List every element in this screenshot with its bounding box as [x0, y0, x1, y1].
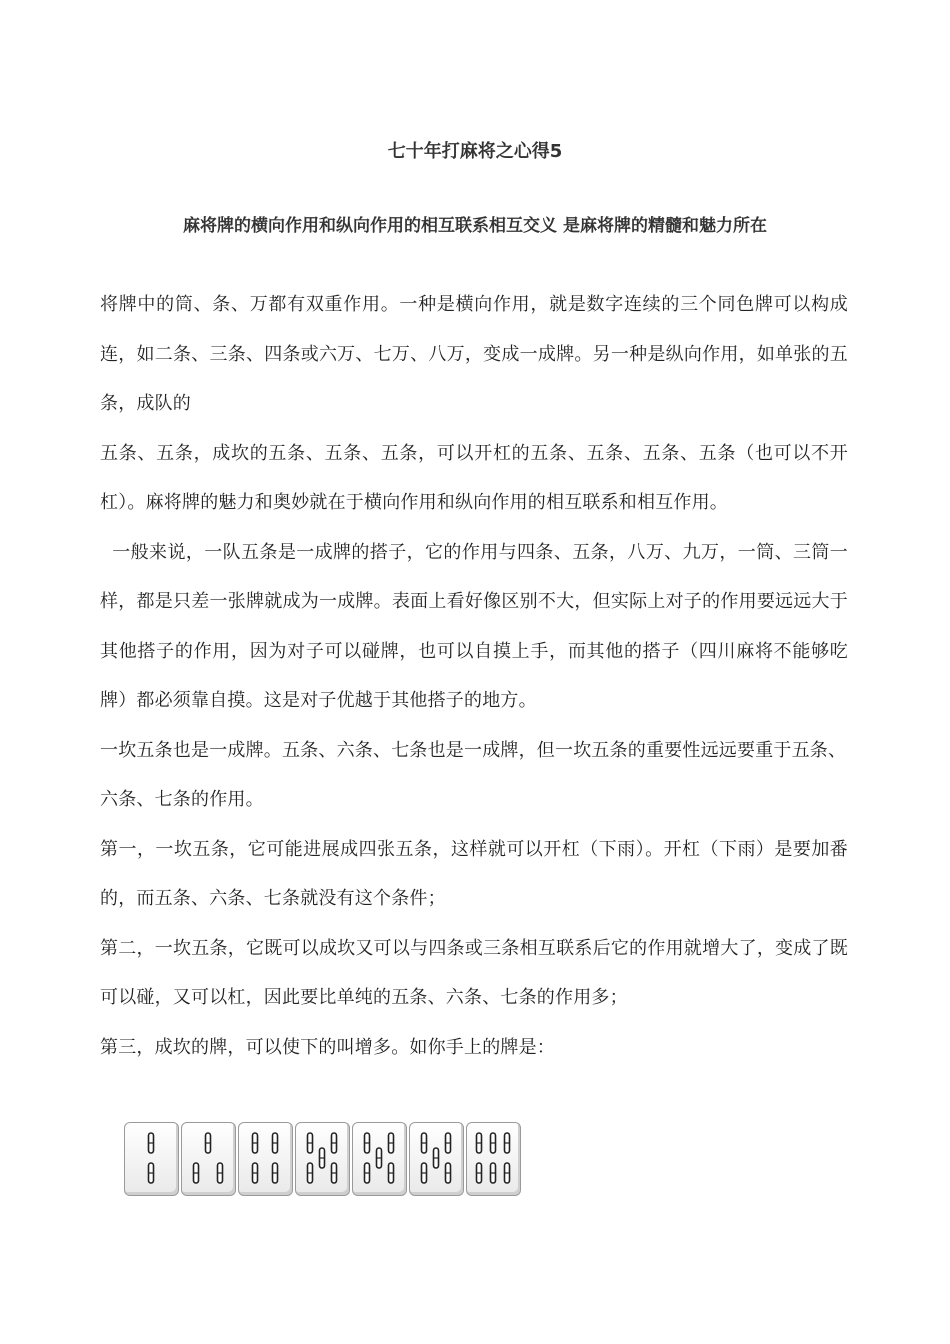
paragraph: 第三，成坎的牌，可以使下的叫增多。如你手上的牌是： — [100, 1036, 555, 1058]
mahjong-tile-bamboo-5 — [295, 1122, 350, 1196]
bamboo-stick — [422, 1163, 427, 1183]
bamboo-stick — [446, 1133, 451, 1153]
paragraph: 将牌中的筒、条、万都有双重作用。一种是横向作用，就是数字连续的三个同色牌可以构成连，如二条、三条、四条或六万、七万、八万，变成一成牌。另一种是纵向作用，如单张的五条，成队的 — [100, 294, 848, 414]
paragraph: 五条、五条，成坎的五条、五条、五条，可以开杠的五条、五条、五条、五条（也可以不开杠）。麻将牌的魅力和奥妙就在于横向作用和纵向作用的相互联系和相互作用。 — [100, 442, 848, 513]
bamboo-stick — [149, 1163, 154, 1183]
mahjong-tile-bamboo-4 — [238, 1122, 293, 1196]
bamboo-stick — [491, 1163, 496, 1183]
bamboo-stick — [477, 1163, 482, 1183]
mahjong-tile-bamboo-5 — [352, 1122, 407, 1196]
bamboo-stick — [308, 1163, 313, 1183]
paragraph: 一般来说，一队五条是一成牌的搭子，它的作用与四条、五条，八万、九万，一筒、三筒一样，都是只差一张牌就成为一成牌。表面上看好像区别不大，但实际上对子的作用要远远大于其他搭子的作用，因为对子可以碰牌，也可以自摸上手，而其他的搭子（四川麻将不能够吃牌）都必须靠自摸。这是对子优越于其他搭子的地方。 — [100, 541, 849, 711]
bamboo-icon — [182, 1123, 235, 1195]
bamboo-icon — [410, 1123, 463, 1195]
bamboo-stick — [365, 1163, 370, 1183]
bamboo-stick — [253, 1163, 258, 1183]
bamboo-stick — [389, 1133, 394, 1153]
bamboo-stick — [206, 1133, 211, 1153]
bamboo-stick — [505, 1133, 510, 1153]
bamboo-stick — [332, 1163, 337, 1183]
bamboo-stick — [422, 1133, 427, 1153]
bamboo-stick — [477, 1133, 482, 1153]
mahjong-hand — [124, 1122, 523, 1198]
paragraph: 第一，一坎五条，它可能进展成四张五条，这样就可以开杠（下雨）。开杠（下雨）是要加番的，而五条、六条、七条就没有这个条件； — [100, 838, 848, 909]
bamboo-stick — [273, 1163, 278, 1183]
bamboo-stick — [332, 1133, 337, 1153]
bamboo-stick — [377, 1148, 382, 1168]
bamboo-stick — [273, 1133, 278, 1153]
bamboo-stick — [505, 1163, 510, 1183]
bamboo-stick — [218, 1163, 223, 1183]
document-subtitle: 麻将牌的横向作用和纵向作用的相互联系相互交义 是麻将牌的精髓和魅力所在 — [183, 216, 767, 236]
bamboo-stick — [320, 1148, 325, 1168]
mahjong-tile-bamboo-3 — [181, 1122, 236, 1196]
paragraph: 一坎五条也是一成牌。五条、六条、七条也是一成牌，但一坎五条的重要性远远要重于五条、 — [100, 739, 847, 761]
bamboo-stick — [446, 1163, 451, 1183]
bamboo-stick — [365, 1133, 370, 1153]
paragraph: 六条、七条的作用。 — [100, 789, 264, 810]
bamboo-icon — [125, 1123, 178, 1195]
bamboo-stick — [389, 1163, 394, 1183]
mahjong-tile-bamboo-2 — [124, 1122, 179, 1196]
bamboo-icon — [467, 1123, 520, 1195]
bamboo-stick — [308, 1133, 313, 1153]
bamboo-icon — [353, 1123, 406, 1195]
bamboo-stick — [253, 1133, 258, 1153]
document-title: 七十年打麻将之心得5 — [387, 141, 563, 162]
bamboo-stick — [491, 1133, 496, 1153]
bamboo-stick — [434, 1148, 439, 1168]
document-body — [100, 280, 848, 1072]
mahjong-tile-bamboo-5 — [409, 1122, 464, 1196]
bamboo-stick — [149, 1133, 154, 1153]
paragraph: 第二，一坎五条，它既可以成坎又可以与四条或三条相互联系后它的作用就增大了，变成了既可以碰，又可以杠，因此要比单纯的五条、六条、七条的作用多； — [100, 937, 848, 1008]
bamboo-stick — [194, 1163, 199, 1183]
bamboo-icon — [239, 1123, 292, 1195]
bamboo-icon — [296, 1123, 349, 1195]
mahjong-tile-bamboo-6 — [466, 1122, 521, 1196]
